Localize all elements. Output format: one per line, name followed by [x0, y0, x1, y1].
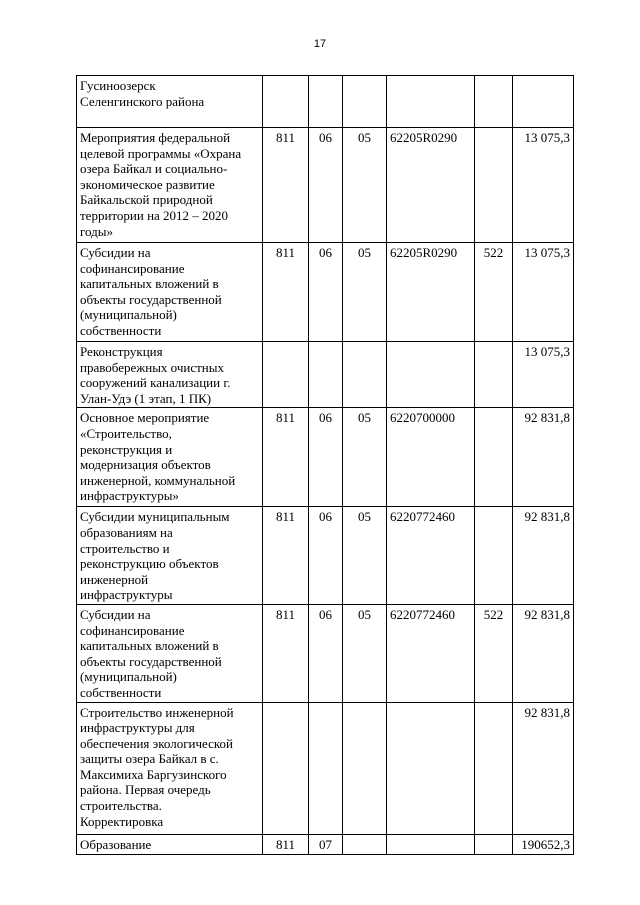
cell-name-line: капитальных вложений в — [80, 276, 219, 292]
cell-name-line: собственности — [80, 684, 162, 700]
cell-expense-type — [475, 76, 513, 128]
cell-name-line: объекты государственной — [80, 653, 222, 669]
cell-name-line: инженерной, коммунальной — [80, 472, 236, 488]
cell-amount: 92 831,8 — [513, 604, 574, 702]
cell-ministry: 811 — [263, 408, 309, 507]
cell-subsection: 05 — [343, 128, 387, 243]
cell-expense-type — [475, 834, 513, 854]
cell-section: 06 — [309, 604, 343, 702]
cell-subsection — [343, 76, 387, 128]
cell-name — [77, 128, 263, 243]
cell-name-line: инфраструктуры» — [80, 488, 179, 504]
cell-ministry: 811 — [263, 128, 309, 243]
cell-name-line: озера Байкал и социально- — [80, 161, 228, 177]
cell-amount — [513, 76, 574, 128]
cell-ministry: 811 — [263, 604, 309, 702]
cell-name — [77, 834, 263, 854]
cell-name-line: обеспечения экологической — [80, 735, 234, 751]
cell-ministry: 811 — [263, 507, 309, 605]
cell-ministry — [263, 76, 309, 128]
cell-amount: 92 831,8 — [513, 507, 574, 605]
cell-name-line: Субсидии на — [80, 245, 151, 260]
cell-name-line: Максимиха Баргузинского — [80, 766, 227, 782]
cell-ministry: 811 — [263, 243, 309, 342]
cell-name-line: района. Первая очередь — [80, 782, 211, 798]
table-row — [77, 243, 574, 342]
cell-name-line: реконструкцию объектов — [80, 556, 219, 572]
cell-name-line: Субсидии муниципальным — [80, 509, 230, 525]
cell-name-line: софинансирование — [80, 622, 185, 638]
table-row — [77, 702, 574, 834]
cell-amount: 13 075,3 — [513, 243, 574, 342]
cell-section: 07 — [309, 834, 343, 854]
cell-section: 06 — [309, 507, 343, 605]
table-row — [77, 128, 574, 243]
cell-subsection — [343, 702, 387, 834]
cell-section: 06 — [309, 408, 343, 507]
cell-name-line: территории на 2012 – 2020 — [80, 207, 229, 223]
page-number: 17 — [313, 38, 327, 50]
cell-name-line: Строительство инженерной — [80, 704, 234, 720]
cell-name — [77, 702, 263, 834]
cell-name-line: Гусиноозерск — [80, 78, 156, 93]
cell-target-article: 6220772460 — [387, 507, 475, 605]
cell-name-line: сооружений канализации г. — [80, 375, 231, 391]
cell-subsection: 05 — [343, 243, 387, 342]
cell-subsection: 05 — [343, 408, 387, 507]
cell-amount: 92 831,8 — [513, 408, 574, 507]
cell-name-line: софинансирование — [80, 260, 185, 276]
cell-name-line: строительства. — [80, 798, 162, 814]
cell-name-line: Субсидии на — [80, 606, 151, 622]
cell-name-line: инфраструктуры для — [80, 720, 195, 736]
cell-target-article — [387, 76, 475, 128]
cell-name-line: реконструкция и — [80, 441, 173, 457]
cell-name-line: Улан-Удэ (1 этап, 1 ПК) — [80, 390, 212, 406]
cell-name-line: целевой программы «Охрана — [80, 145, 242, 161]
cell-expense-type: 522 — [475, 604, 513, 702]
cell-name-line: Корректировка — [80, 813, 164, 829]
cell-amount: 13 075,3 — [513, 342, 574, 408]
cell-name-line: капитальных вложений в — [80, 638, 219, 654]
cell-target-article: 6220772460 — [387, 604, 475, 702]
cell-name-line: годы» — [80, 223, 113, 239]
cell-name-line: строительство и — [80, 540, 170, 556]
cell-name-line: образованиям на — [80, 524, 173, 540]
cell-target-article — [387, 702, 475, 834]
cell-subsection: 05 — [343, 604, 387, 702]
cell-name — [77, 604, 263, 702]
cell-name-line: правобережных очистных — [80, 359, 224, 375]
cell-expense-type — [475, 507, 513, 605]
cell-name-line: модернизация объектов — [80, 457, 211, 473]
cell-expense-type — [475, 408, 513, 507]
cell-name — [77, 243, 263, 342]
cell-name — [77, 76, 263, 128]
cell-name-line: Байкальской природной — [80, 192, 213, 208]
cell-name-line: защиты озера Байкал в с. — [80, 751, 219, 767]
table-row — [77, 342, 574, 408]
cell-name-line: инженерной — [80, 571, 149, 587]
cell-amount: 13 075,3 — [513, 128, 574, 243]
cell-expense-type — [475, 702, 513, 834]
cell-name-line: экономическое развитие — [80, 176, 215, 192]
cell-target-article: 62205R0290 — [387, 243, 475, 342]
cell-name-line: Образование — [80, 836, 152, 852]
cell-ministry — [263, 702, 309, 834]
cell-name-line: (муниципальной) — [80, 669, 177, 685]
cell-subsection — [343, 834, 387, 854]
cell-name-line: Селенгинского района — [80, 93, 205, 109]
cell-target-article — [387, 834, 475, 854]
cell-name — [77, 342, 263, 408]
cell-target-article — [387, 342, 475, 408]
cell-subsection — [343, 342, 387, 408]
cell-ministry: 811 — [263, 834, 309, 854]
cell-section — [309, 702, 343, 834]
table-row — [77, 507, 574, 605]
table-row — [77, 604, 574, 702]
cell-amount: 92 831,8 — [513, 702, 574, 834]
cell-name-line: (муниципальной) — [80, 307, 177, 323]
cell-expense-type — [475, 342, 513, 408]
budget-table — [76, 75, 574, 855]
cell-name-line: «Строительство, — [80, 425, 172, 441]
cell-section — [309, 76, 343, 128]
table-row — [77, 76, 574, 128]
cell-section: 06 — [309, 128, 343, 243]
cell-name-line: Мероприятия федеральной — [80, 130, 231, 145]
cell-name-line: собственности — [80, 322, 162, 338]
table-row — [77, 834, 574, 854]
cell-section: 06 — [309, 243, 343, 342]
cell-name-line: Основное мероприятие — [80, 410, 210, 426]
cell-target-article: 62205R0290 — [387, 128, 475, 243]
cell-amount: 190652,3 — [513, 834, 574, 854]
cell-expense-type: 522 — [475, 243, 513, 342]
table-row — [77, 408, 574, 507]
cell-name-line: объекты государственной — [80, 291, 222, 307]
cell-name — [77, 408, 263, 507]
cell-ministry — [263, 342, 309, 408]
cell-name — [77, 507, 263, 605]
cell-name-line: Реконструкция — [80, 344, 163, 359]
table-body — [77, 76, 574, 855]
cell-section — [309, 342, 343, 408]
cell-target-article: 6220700000 — [387, 408, 475, 507]
cell-name-line: инфраструктуры — [80, 587, 173, 603]
cell-expense-type — [475, 128, 513, 243]
cell-subsection: 05 — [343, 507, 387, 605]
